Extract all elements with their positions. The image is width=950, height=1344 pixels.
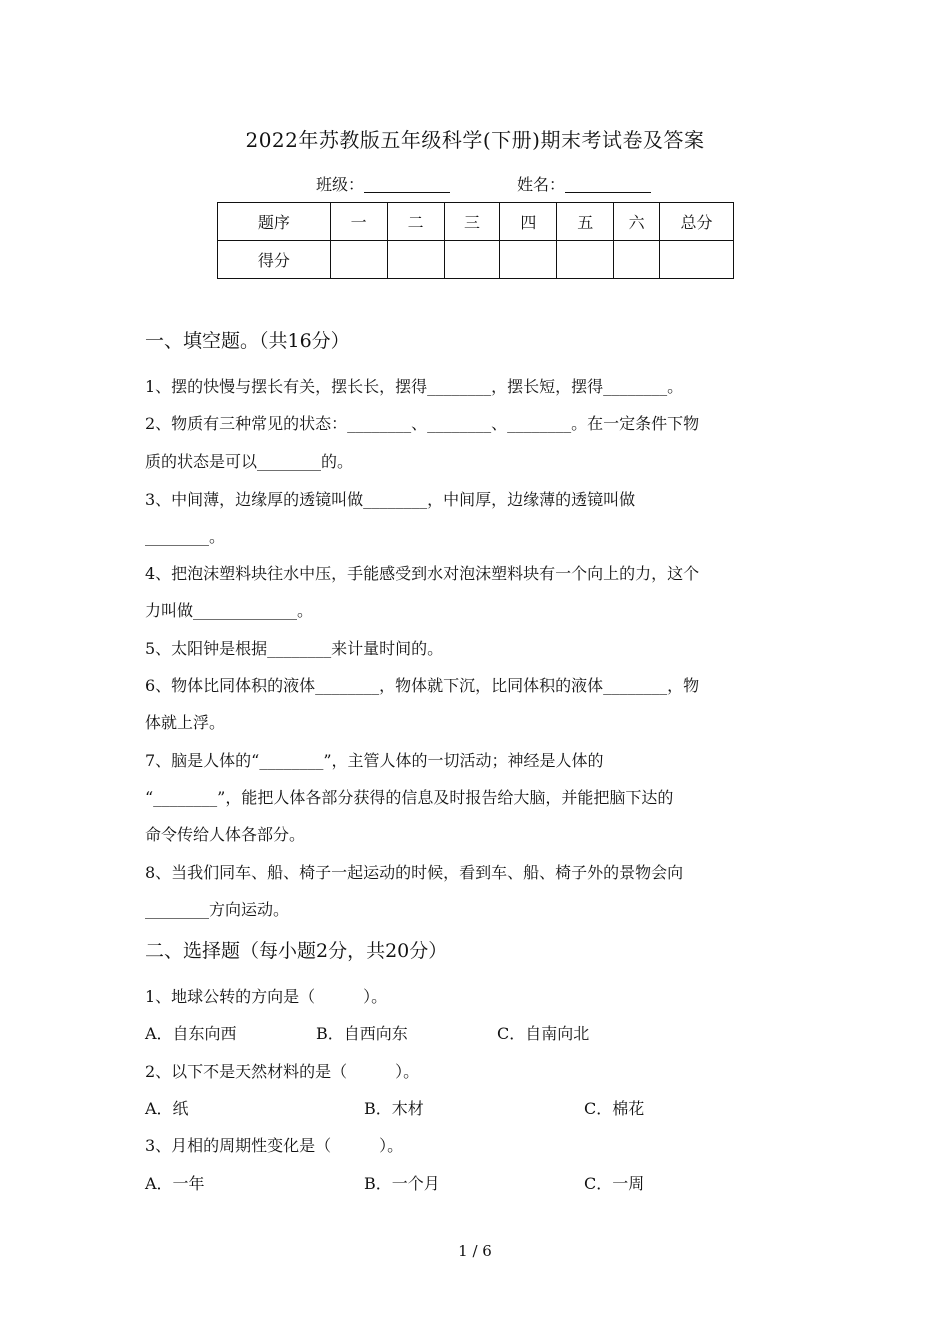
question-line: 3、中间薄，边缘厚的透镜叫做________，中间厚，边缘薄的透镜叫做 [145, 490, 636, 509]
choice-option-c[interactable]: C．一周 [584, 1174, 645, 1193]
class-field [316, 172, 450, 195]
question-line: 4、把泡沫塑料块往水中压，手能感受到水对泡沫塑料块有一个向上的力，这个 [145, 564, 700, 583]
choice-question-stem: 3、月相的周期性变化是（ ）。 [145, 1136, 404, 1155]
class-blank [364, 176, 450, 193]
question-line: 1、摆的快慢与摆长有关，摆长长，摆得________，摆长短，摆得________。 [145, 377, 684, 396]
score-cell[interactable] [557, 241, 614, 279]
score-header-cell: 总分 [660, 203, 734, 241]
score-table [217, 202, 734, 279]
question-line: 命令传给人体各部分。 [145, 825, 306, 844]
name-blank [565, 176, 651, 193]
score-cell[interactable] [614, 241, 660, 279]
score-row-label: 得分 [218, 241, 331, 279]
choice-option-a[interactable]: A．一年 [145, 1174, 205, 1193]
score-header-cell: 题序 [218, 203, 331, 241]
name-field [517, 172, 651, 195]
score-table-score-row [218, 241, 734, 279]
question-line: 体就上浮。 [145, 713, 226, 732]
choice-option-a[interactable]: A．纸 [145, 1099, 189, 1118]
page-number: 1 / 6 [458, 1242, 492, 1260]
score-cell[interactable] [444, 241, 500, 279]
choice-question-stem: 1、地球公转的方向是（ ）。 [145, 987, 388, 1006]
question-line: 7、脑是人体的“________”，主管人体的一切活动；神经是人体的 [145, 751, 604, 770]
score-table-header-row [218, 203, 734, 241]
question-line: 质的状态是可以________的。 [145, 452, 354, 471]
score-header-cell: 六 [614, 203, 660, 241]
question-line: ________。 [145, 527, 226, 546]
choice-option-c[interactable]: C．棉花 [584, 1099, 645, 1118]
question-line: “________”，能把人体各部分获得的信息及时报告给大脑，并能把脑下达的 [145, 788, 674, 807]
question-line: 6、物体比同体积的液体________，物体就下沉，比同体积的液体________，物 [145, 676, 700, 695]
score-header-cell: 二 [387, 203, 444, 241]
choice-question-stem: 2、以下不是天然材料的是（ ）。 [145, 1062, 420, 1081]
score-header-cell: 三 [444, 203, 500, 241]
choice-option-b[interactable]: B．自西向东 [316, 1024, 408, 1043]
question-line: 2、物质有三种常见的状态：________、________、________。在一定条件下物 [145, 414, 700, 433]
score-header-cell: 四 [500, 203, 557, 241]
score-cell[interactable] [660, 241, 734, 279]
question-line: 5、太阳钟是根据________来计量时间的。 [145, 639, 444, 658]
score-cell[interactable] [500, 241, 557, 279]
class-label: 班级： [316, 175, 365, 194]
section2-heading: 二、选择题（每小题2分，共20分） [145, 940, 448, 962]
score-cell[interactable] [387, 241, 444, 279]
name-label: 姓名： [517, 175, 566, 194]
question-line: ________方向运动。 [145, 900, 290, 919]
section1-heading: 一、填空题。（共16分） [145, 330, 350, 352]
question-line: 8、当我们同车、船、椅子一起运动的时候，看到车、船、椅子外的景物会向 [145, 863, 684, 882]
choice-option-b[interactable]: B．木材 [364, 1099, 424, 1118]
score-cell[interactable] [330, 241, 387, 279]
question-line: 力叫做_____________。 [145, 601, 314, 620]
choice-option-b[interactable]: B．一个月 [364, 1174, 440, 1193]
choice-option-a[interactable]: A．自东向西 [145, 1024, 237, 1043]
score-header-cell: 五 [557, 203, 614, 241]
score-header-cell: 一 [330, 203, 387, 241]
choice-option-c[interactable]: C．自南向北 [497, 1024, 590, 1043]
page-title: 2022年苏教版五年级科学(下册)期末考试卷及答案 [245, 128, 705, 152]
